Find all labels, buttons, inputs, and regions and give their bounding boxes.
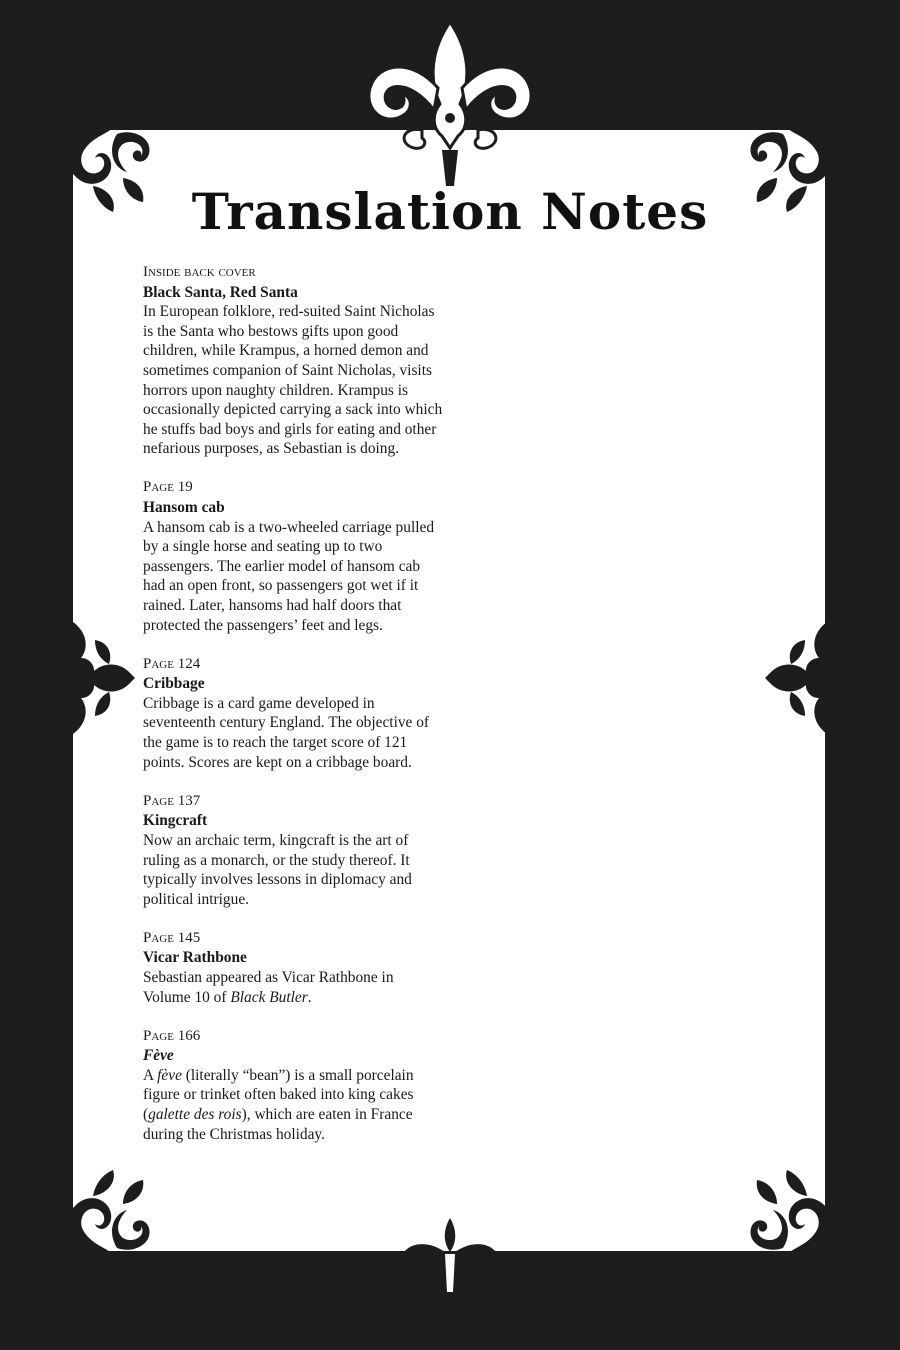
fleur-de-lis-top-ornament [362,18,538,190]
note-body: A hansom cab is a two-wheeled carriage pulled by a single horse and seating up to two passengers. The earlier model of hansom cab had an open front, so passengers got wet if it rained. Later, hansoms had half doors that protected the passengers’ feet and legs. [143,518,435,634]
page-title: Translation Notes [191,182,709,241]
note-item [143,655,443,773]
note-body: Now an archaic term, kingcraft is the art of ruling as a monarch, or the study thereof. It typically involves lessons in diplomacy and political intrigue. [143,831,412,908]
note-term [143,1046,443,1066]
note-item [143,792,443,910]
note-location: Page 145 [143,929,201,946]
translation-notes-list [143,263,443,1164]
note-location: Page 19 [143,479,193,496]
note-item [143,478,443,635]
note-term: Kingcraft [143,812,208,830]
note-term: Hansom cab [143,499,225,517]
note-body [143,1066,443,1144]
note-body-text: Sebastian appeared as Vicar Rathbone in Volume 10 of [143,969,394,1006]
bottom-center-ornament [395,1218,505,1292]
corner-ornament-bottom-right [743,1168,827,1254]
note-location: Inside back cover [143,264,256,280]
note-term: Cribbage [143,675,205,693]
note-body: Cribbage is a card game developed in seventeenth century England. The objective of the game is to reach the target score of 121 points. Scores are kept on a cribbage board. [143,694,430,771]
note-body-text: ), which are eaten in France during the Christmas holiday. [143,1106,413,1143]
corner-ornament-bottom-left [73,1168,157,1254]
note-body-text: . [307,988,312,1006]
note-item [143,263,443,459]
note-item [143,929,443,1007]
note-body-text: (literally “bean”) is a small porcelain figure or trinket often baked into king cakes ( [143,1066,414,1124]
note-item [143,1027,443,1145]
note-body-italic: Black Butler [230,988,308,1006]
note-body [143,968,443,1007]
side-ornament-right [765,622,827,734]
note-body-italic: galette des rois [148,1106,242,1124]
note-term-italic: Fève [143,1047,174,1065]
note-term: Black Santa, Red Santa [143,283,298,301]
note-body-text: A [143,1066,158,1084]
note-body-italic: fève [157,1066,182,1084]
note-location: Page 166 [143,1027,201,1044]
side-ornament-left [73,622,135,734]
note-term: Vicar Rathbone [143,949,247,967]
note-location: Page 137 [143,792,201,809]
note-body: In European folklore, red-suited Saint Nicholas is the Santa who bestows gifts upon good children, while Krampus, a horned demon and sometimes companion of Saint Nicholas, visits horrors upon naughty children. Krampus is occasionally depicted carrying a sack into which he stuffs bad boys and girls for eating and other nefarious purposes, as Sebastian is doing. [143,303,443,458]
note-location: Page 124 [143,655,201,672]
